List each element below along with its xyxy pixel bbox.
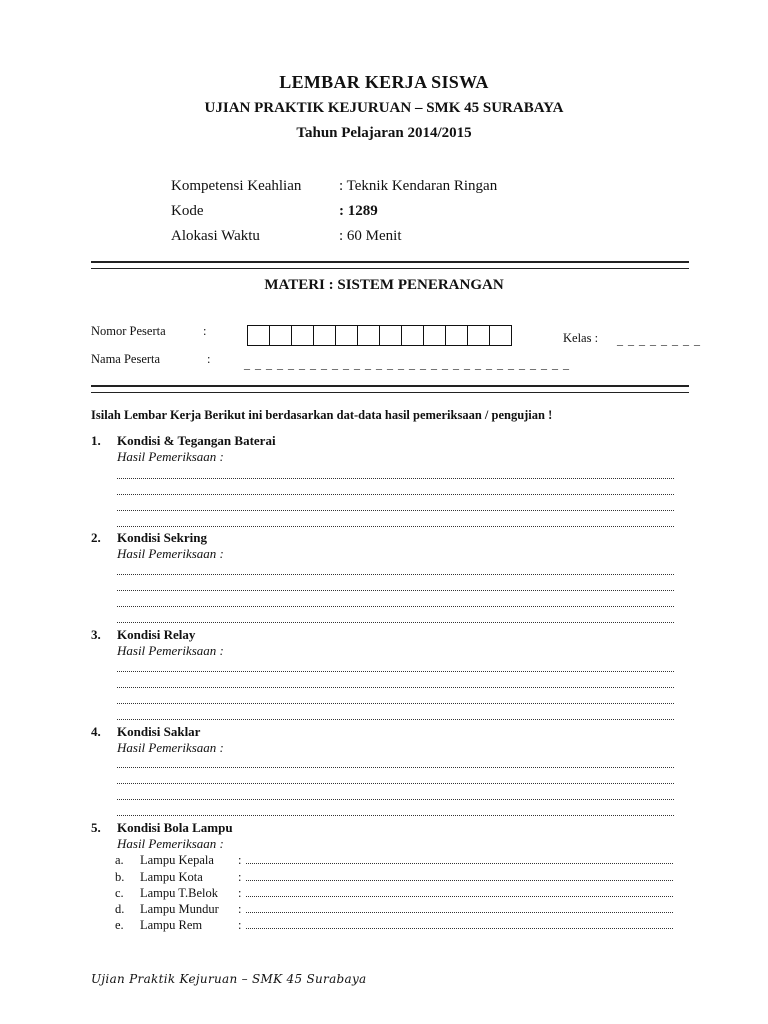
section-title: Kondisi Saklar [117, 724, 201, 739]
section-number: 3. [91, 627, 101, 642]
digit-box[interactable] [313, 325, 336, 346]
digit-box[interactable] [269, 325, 292, 346]
nama-peserta-label: Nama Peserta [91, 352, 161, 366]
kelas-label: Kelas : [563, 331, 599, 345]
digit-box[interactable] [335, 325, 358, 346]
digit-box[interactable] [445, 325, 468, 346]
lamp-colon: : [238, 918, 242, 932]
lamp-letter: d. [115, 902, 125, 916]
document-title: LEMBAR KERJA SISWA [279, 72, 489, 92]
answer-line[interactable] [117, 494, 674, 495]
nomor-peserta-label: Nomor Peserta [91, 324, 166, 338]
digit-box[interactable] [357, 325, 380, 346]
section-number: 2. [91, 530, 101, 545]
double-rule-bottom [91, 385, 689, 393]
section-subtitle: Hasil Pemeriksaan : [117, 740, 224, 755]
answer-line[interactable] [117, 687, 674, 688]
answer-line[interactable] [117, 622, 674, 623]
section-subtitle: Hasil Pemeriksaan : [117, 643, 224, 658]
answer-line[interactable] [117, 510, 674, 511]
answer-line[interactable] [117, 606, 674, 607]
answer-line[interactable] [117, 767, 674, 768]
section-number: 4. [91, 724, 101, 739]
lamp-name: Lampu Mundur [140, 902, 219, 916]
answer-line[interactable] [117, 526, 674, 527]
digit-box[interactable] [401, 325, 424, 346]
answer-line[interactable] [246, 928, 673, 929]
digit-box[interactable] [423, 325, 446, 346]
lamp-name: Lampu T.Belok [140, 886, 218, 900]
info-label: Alokasi Waktu [171, 228, 260, 244]
lamp-colon: : [238, 886, 242, 900]
lamp-colon: : [238, 870, 242, 884]
academic-year: Tahun Pelajaran 2014/2015 [296, 125, 472, 141]
lamp-name: Lampu Rem [140, 918, 203, 932]
digit-box[interactable] [489, 325, 512, 346]
nomor-peserta-boxes[interactable] [248, 325, 512, 346]
answer-line[interactable] [117, 703, 674, 704]
lamp-letter: b. [115, 870, 125, 884]
section-subtitle: Hasil Pemeriksaan : [117, 546, 224, 561]
digit-box[interactable] [247, 325, 270, 346]
lamp-letter: e. [115, 918, 124, 932]
page-footer: Ujian Praktik Kejuruan – SMK 45 Surabaya [91, 972, 367, 986]
section-title: Kondisi & Tegangan Baterai [117, 433, 276, 448]
answer-line[interactable] [246, 896, 673, 897]
answer-line[interactable] [117, 815, 674, 816]
digit-box[interactable] [467, 325, 490, 346]
answer-line[interactable] [246, 912, 673, 913]
section-number: 1. [91, 433, 101, 448]
answer-line[interactable] [246, 863, 673, 864]
answer-line[interactable] [246, 880, 673, 881]
answer-line[interactable] [117, 478, 674, 479]
answer-line[interactable] [117, 783, 674, 784]
double-rule-top [91, 261, 689, 269]
info-label: Kompetensi Keahlian [171, 178, 302, 194]
instruction-text: Isilah Lembar Kerja Berikut ini berdasarkan dat-data hasil pemeriksaan / pengujian ! [91, 408, 553, 422]
section-subtitle: Hasil Pemeriksaan : [117, 836, 224, 851]
section-number: 5. [91, 820, 101, 835]
answer-line[interactable] [117, 574, 674, 575]
section-title: Kondisi Sekring [117, 530, 207, 545]
info-value: : 60 Menit [339, 228, 402, 244]
lamp-colon: : [238, 902, 242, 916]
lamp-letter: a. [115, 853, 124, 867]
info-label: Kode [171, 203, 204, 219]
answer-line[interactable] [117, 671, 674, 672]
nama-peserta-blank[interactable]: _ _ _ _ _ _ _ _ _ _ _ _ _ _ _ _ _ _ _ _ _ _ _ _ _ _ _ _ _ _ [244, 357, 570, 371]
section-title: Kondisi Relay [117, 627, 196, 642]
nama-peserta-colon: : [207, 352, 211, 366]
info-value: : 1289 [339, 203, 378, 219]
answer-line[interactable] [117, 719, 674, 720]
materi-heading: MATERI : SISTEM PENERANGAN [264, 277, 504, 293]
nomor-peserta-colon: : [203, 324, 207, 338]
info-value: : Teknik Kendaran Ringan [339, 178, 498, 194]
kelas-blank[interactable]: _ _ _ _ _ _ _ _ [617, 333, 701, 347]
answer-line[interactable] [117, 799, 674, 800]
section-title: Kondisi Bola Lampu [117, 820, 233, 835]
lamp-name: Lampu Kota [140, 870, 203, 884]
digit-box[interactable] [291, 325, 314, 346]
lamp-colon: : [238, 853, 242, 867]
answer-line[interactable] [117, 590, 674, 591]
section-subtitle: Hasil Pemeriksaan : [117, 449, 224, 464]
lamp-letter: c. [115, 886, 124, 900]
exam-subtitle: UJIAN PRAKTIK KEJURUAN – SMK 45 SURABAYA [204, 100, 564, 116]
lamp-name: Lampu Kepala [140, 853, 214, 867]
digit-box[interactable] [379, 325, 402, 346]
